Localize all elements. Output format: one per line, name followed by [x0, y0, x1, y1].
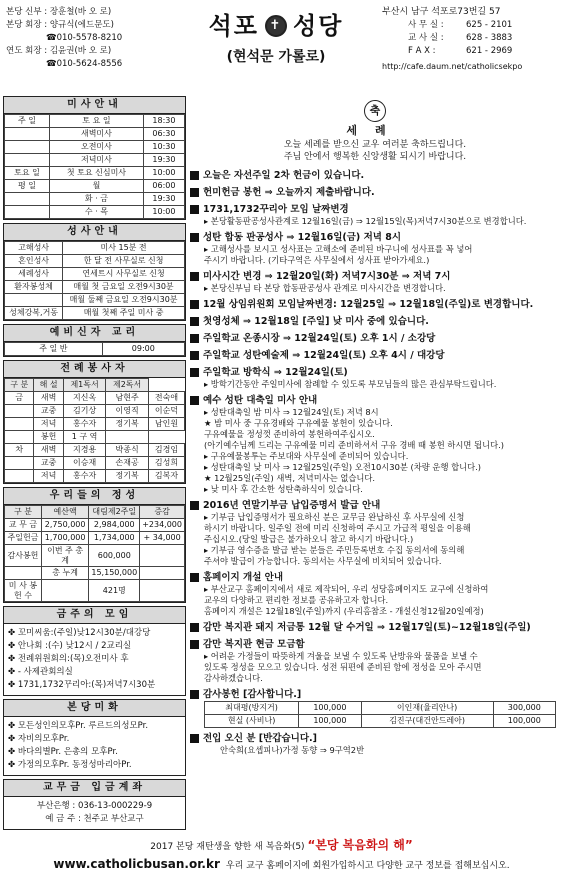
notice-text: 감만 복지관 돼지 저금통 12월 달 수거일 ⇒ 12월17일(토)~12월18일(주일): [203, 622, 531, 634]
account-number: 부산은행 : 036-13-000229-9: [36, 801, 153, 812]
notice-detail: ▸ 부산교구 홈페이지에서 새로 제작되어, 우리 성당홈페이지도 교구에 신청하여: [204, 584, 489, 595]
notice-heading: [190, 169, 560, 182]
square-bullet-icon: [190, 573, 199, 582]
cell: 10:00: [143, 206, 184, 219]
cell: 남인원: [148, 418, 184, 431]
notice-heading: [190, 638, 560, 651]
square-bullet-icon: [190, 734, 199, 743]
cell: [5, 470, 34, 483]
transfer-line: 안숙희(요셉피나)가정 동향 ⇒ 9구역2반: [220, 745, 365, 756]
cell: [5, 418, 34, 431]
mass-table: [4, 114, 185, 219]
staff-line: [6, 19, 178, 32]
cell: 김성희: [148, 457, 184, 470]
cell: 남현주: [106, 392, 149, 405]
contact-value: 625 - 2101: [466, 20, 513, 30]
offering-row: [5, 545, 185, 567]
footer-slogan: “본당 복음화의 해”: [307, 838, 413, 852]
cell: 성체강복,거동: [5, 307, 63, 320]
catechism-box: [3, 324, 186, 357]
cell: 홍수자: [63, 470, 106, 483]
title-part-1: 석포: [208, 12, 259, 40]
header-cell: 대림제2주일: [89, 506, 140, 519]
cell: 화 · 금: [49, 193, 143, 206]
server-row: [5, 392, 185, 405]
header-cell: 예산액: [41, 506, 88, 519]
notice-detail: 하시기 바랍니다. 일주일 전에 미리 신청하여 주시고 가급적 평일을 이용해: [204, 523, 471, 534]
mass-row: [5, 167, 185, 180]
transfer-heading: 전입 오신 분 [반갑습니다.]: [190, 732, 560, 745]
cell: 저녁미사: [49, 154, 143, 167]
meeting-item: ✤ - 사제관회의실: [8, 667, 73, 678]
notice-detail: ▸ 구유예물봉투는 주보대와 사무실에 준비되어 있습니다.: [204, 451, 409, 462]
cell: 토요 일: [5, 167, 50, 180]
cell: 19:30: [143, 154, 184, 167]
cell: 교 무 금: [5, 519, 42, 532]
cell: [5, 141, 50, 154]
sacrament-box: [3, 223, 186, 321]
table-header: [5, 506, 185, 519]
cell: 교중: [34, 457, 63, 470]
staff-line: [6, 45, 178, 58]
cell: 이승재: [63, 457, 106, 470]
meeting-item: ✤ 꼬미씨움:(주일)낮12시30분/대강당: [8, 628, 151, 639]
notice-heading: [190, 332, 560, 345]
mass-row: [5, 128, 185, 141]
offering-title: 우리들의 정성: [4, 488, 185, 505]
offering-row: [5, 567, 185, 580]
parish-address: 부산시 남구 석포로73번길 57: [382, 7, 501, 17]
cell: 세례성사: [5, 268, 63, 281]
footer-invite: 우리 교구 홈페이지에 회원가입하시고 다양한 교구 정보를 접해보십시오.: [225, 860, 510, 871]
meeting-item: ✤ 전례위원회의:(목)오전미사 후: [8, 654, 129, 665]
cell: 최대평(방지거): [205, 702, 299, 715]
notice-list: [190, 169, 560, 684]
meetings-box: [3, 606, 186, 696]
cell: 총 누계: [41, 567, 88, 580]
cell: [140, 580, 185, 602]
notice-heading: [190, 621, 560, 634]
cell: 김경임: [148, 444, 184, 457]
mass-box: [3, 96, 186, 220]
cell: 홍수자: [63, 418, 106, 431]
cell: 미사 15분 전: [63, 242, 185, 255]
thanks-row: [205, 702, 556, 715]
contact-label: F A X :: [408, 46, 436, 56]
notice-detail: (아기예수님께 드리는 구유예물 미리 준비하셔서 구유 경배 때 봉헌 하시면 됩니다.): [204, 440, 504, 451]
cell: 김진구(대건안드레아): [361, 715, 493, 728]
server-row: [5, 431, 185, 444]
sacrament-title: 성사안내: [4, 224, 185, 241]
notice-text: 홈페이지 개설 안내: [203, 572, 284, 584]
table-header: [5, 379, 185, 392]
square-bullet-icon: [190, 501, 199, 510]
notice-text: 헌미헌금 봉헌 ⇒ 오늘까지 제출바랍니다.: [203, 187, 375, 199]
cell: 저녁: [34, 470, 63, 483]
left-column: [3, 96, 186, 833]
cell: 매월 둘째 금요일 오전9시30분: [63, 294, 185, 307]
cell: 월: [49, 180, 143, 193]
cell: 교중: [34, 405, 63, 418]
servers-box: [3, 360, 186, 484]
notice-text: 12월 상임위원회 모임날짜변경: 12월25일 ⇒ 12월18일(주일)로 변경합니다.: [203, 299, 534, 311]
cell: 고해성사: [5, 242, 63, 255]
cell: 평 일: [5, 180, 50, 193]
cell: 저녁: [34, 418, 63, 431]
notice-text: 2016년 연말기부금 납입증명서 발급 안내: [203, 500, 381, 512]
header-cell: 구 분: [5, 379, 34, 392]
square-bullet-icon: [190, 640, 199, 649]
cell: [5, 128, 50, 141]
notice-detail: ★ 12월25일(주일) 새벽, 저녁미사는 없습니다.: [204, 473, 376, 484]
footer-motto: 2017 본당 재탄생을 향한 새 복음화(5): [150, 842, 308, 852]
right-column: [190, 96, 560, 756]
offering-row: [5, 580, 185, 602]
square-bullet-icon: [190, 368, 199, 377]
cell: 새벽: [34, 444, 63, 457]
greeting-title: 세례: [346, 124, 404, 137]
square-bullet-icon: [190, 233, 199, 242]
notice-text: 주일학교 온종시장 ⇒ 12월24일(토) 오후 1시 / 소강당: [203, 333, 436, 345]
cell: 100,000: [299, 702, 361, 715]
square-bullet-icon: [190, 205, 199, 214]
cell: 600,000: [89, 545, 140, 567]
cell: [5, 431, 34, 444]
notice-heading: [190, 499, 560, 512]
server-row: [5, 444, 185, 457]
server-row: [5, 405, 185, 418]
header-cell: 증감: [140, 506, 185, 519]
sacrament-row: [5, 255, 185, 268]
notice-detail: 감사하겠습니다.: [204, 673, 263, 684]
staff-line: [6, 58, 178, 71]
notice-heading: [190, 298, 560, 311]
staff-name: 양규식(에드문도): [49, 20, 114, 30]
notice-detail: ▸ 본당활동판공성사관계로 12월16일(금) ⇒ 12월15일(목)저녁7시30분으로 변경합니다.: [204, 216, 527, 227]
square-bullet-icon: [190, 171, 199, 180]
square-bullet-icon: [190, 623, 199, 632]
mihwa-item: ✤ 바다의별Pr. 은총의 모후Pr.: [8, 747, 118, 758]
notice-detail: ▸ 성탄대축일 낮 미사 ⇒ 12월25일(주일) 오전10시30분 (차량 운행 합니다.): [204, 462, 482, 473]
notice-heading: [190, 203, 560, 216]
cell: 김기상: [63, 405, 106, 418]
notice-detail: 주셔야 발급이 가능합니다. 동의서는 사무실에 비치되어 있습니다.: [204, 556, 442, 567]
staff-name: ☎010-5578-8210: [46, 33, 123, 43]
contact-line: [382, 45, 558, 58]
cell: 09:00: [102, 343, 184, 356]
cell: 오전미사: [49, 141, 143, 154]
contact-label: 교 사 실 :: [408, 33, 444, 43]
notice-text: 첫영성체 ⇒ 12월18일 [주일] 낮 미사 중에 있습니다.: [203, 316, 429, 328]
contact-value: 628 - 3883: [466, 33, 513, 43]
notice-detail: ▸ 기부금 영수증을 발급 받는 분들은 주민등록번호 수집 동의서에 동의해: [204, 545, 465, 556]
mass-title: 미사안내: [4, 97, 185, 114]
server-row: [5, 457, 185, 470]
notice-detail: 주시기 바랍니다. (기타구역은 사무실에서 성사표 받아가세요.): [204, 255, 430, 266]
parish-logo-icon: ✝: [265, 15, 287, 37]
sacrament-row: [5, 242, 185, 255]
notice-heading: [190, 366, 560, 379]
cell: 주 일: [5, 115, 50, 128]
cell: 2,750,000: [41, 519, 88, 532]
mihwa-item: ✤ 자비의모후Pr.: [8, 734, 70, 745]
mihwa-title: 본당미화: [4, 700, 185, 717]
cell: 주일헌금: [5, 532, 42, 545]
square-bullet-icon: [190, 334, 199, 343]
cell: 이번 주 총계: [41, 545, 88, 567]
cell: 1,700,000: [41, 532, 88, 545]
square-bullet-icon: [190, 351, 199, 360]
meeting-item: ✤ 안나회 :(수) 낮12시 / 2교리실: [8, 641, 132, 652]
cell: 수 · 목: [49, 206, 143, 219]
cell: 한 달 전 사무실로 신청: [63, 255, 185, 268]
cell: 김복자: [148, 470, 184, 483]
cell: 1,734,000: [89, 532, 140, 545]
cell: [5, 154, 50, 167]
parish-title: [186, 12, 366, 41]
notice-text: 1731,1732꾸리아 모임 날짜변경: [203, 204, 349, 216]
cell: 매월 첫째 주일 미사 중: [63, 307, 185, 320]
notice-text: 주일학교 방학식 ⇒ 12월24일(토): [203, 367, 348, 379]
notice-heading: [190, 270, 560, 283]
server-row: [5, 418, 185, 431]
cell: [5, 405, 34, 418]
staff-line: [6, 32, 178, 45]
staff-name: 장훈철(바 오 로): [49, 7, 112, 17]
catechism-table: [4, 342, 185, 356]
notice-heading: [190, 315, 560, 328]
contact-line: [382, 19, 558, 32]
cell: [5, 206, 50, 219]
notice-detail: 있도록 정성을 모으고 있습니다. 성전 뒤편에 준비된 함에 정성을 모아 주시면: [204, 662, 482, 673]
account-title: 교무금 입금계좌: [4, 780, 185, 797]
header-contacts: [382, 6, 558, 73]
cell: 혼인성사: [5, 255, 63, 268]
mihwa-box: [3, 699, 186, 776]
cell: 지신옥: [63, 392, 106, 405]
cell: [5, 457, 34, 470]
thanks-heading: 감사봉헌 [감사합니다.]: [190, 688, 560, 701]
cell: 환자봉성체: [5, 281, 63, 294]
notice-heading: [190, 186, 560, 199]
greeting-line-2: 주님 안에서 행복한 신앙생활 되시기 바랍니다.: [283, 152, 467, 163]
cell: 421명: [89, 580, 140, 602]
cell: [5, 567, 42, 580]
cell: [106, 431, 149, 444]
notice-detail: ▸ 낮 미사 후 간소한 성탄축하식이 있습니다.: [204, 484, 363, 495]
mihwa-item: ✤ 모든성인의모후Pr. 루르드의성모Pr.: [8, 721, 149, 732]
celebration-badge-icon: 축: [364, 100, 386, 122]
notice-heading: [190, 571, 560, 584]
contact-line: [382, 32, 558, 45]
notice-detail: 홈페이지 개설은 12월18일(주일)까지 (우리홈참조 - 개설신청12월20일예정): [204, 606, 484, 617]
notice-detail: ▸ 방학기간동안 주일미사에 참례할 수 있도록 부모님들의 많은 관심부탁드립니다.: [204, 379, 497, 390]
catechism-row: [5, 343, 185, 356]
square-bullet-icon: [190, 317, 199, 326]
cell: 매월 첫 금요일 오전9시30분: [63, 281, 185, 294]
account-holder: 예 금 주 : 천주교 부산교구: [45, 814, 144, 825]
cell: 감사봉헌: [5, 545, 42, 567]
cell: [5, 294, 63, 307]
notice-heading: [190, 349, 560, 362]
sacrament-row: [5, 294, 185, 307]
cell: +234,000: [140, 519, 185, 532]
staff-role: 본당 신부 :: [6, 7, 50, 17]
mass-row: [5, 193, 185, 206]
mass-row: [5, 154, 185, 167]
notice-detail: ▸ 성탄대축일 밤 미사 ⇒ 12월24일(토) 저녁 8시: [204, 407, 379, 418]
cell: 정기복: [106, 418, 149, 431]
cell: 첫 토요 신심미사: [49, 167, 143, 180]
meetings-title: 금주의 모임: [4, 607, 185, 624]
offering-table: [4, 505, 185, 602]
catechism-title: 예비신자 교리: [4, 325, 185, 342]
parish-subtitle: (현석문 가롤로): [226, 48, 326, 65]
square-bullet-icon: [190, 690, 199, 699]
thanks-row: [205, 715, 556, 728]
offering-row: [5, 519, 185, 532]
notice-text: 주일학교 성탄예술제 ⇒ 12월24일(토) 오후 4시 / 대강당: [203, 350, 445, 362]
servers-table: [4, 378, 185, 483]
account-box: [3, 779, 186, 830]
cell: 금: [5, 392, 34, 405]
cell: 100,000: [493, 715, 555, 728]
cell: 봉헌: [34, 431, 63, 444]
cafe-link[interactable]: http://cafe.daum.net/catholicsekpo: [382, 62, 523, 71]
contact-value: 621 - 2969: [466, 46, 513, 56]
cell: 2,984,000: [89, 519, 140, 532]
cell: 정기복: [106, 470, 149, 483]
sacrament-row: [5, 268, 185, 281]
notice-text: 성탄 합동 판공성사 ⇒ 12월16일(금) 저녁 8시: [203, 232, 402, 244]
notice-detail: ▸ 고해성사를 보시고 성사표는 고해소에 준비된 바구니에 성사표를 꼭 넣어: [204, 244, 473, 255]
notice-detail: 주십시오.(당일 발급은 불가하오니 참고 하시기 바랍니다.): [204, 534, 414, 545]
cell: 연세트시 사무실로 신청: [63, 268, 185, 281]
staff-role: 본당 회장 :: [6, 20, 50, 30]
meeting-item: ✤ 1731,1732꾸리아:(목)저녁7시30분: [8, 680, 156, 691]
cell: 300,000: [493, 702, 555, 715]
cell: 토 요 일: [49, 115, 143, 128]
cell: 1 구 역: [63, 431, 106, 444]
cell: 18:30: [143, 115, 184, 128]
cell: 10:00: [143, 167, 184, 180]
staff-name: ☎010-5624-8556: [46, 59, 123, 69]
servers-title: 전례봉사자: [4, 361, 185, 378]
diocese-url[interactable]: www.catholicbusan.or.kr: [53, 856, 220, 871]
notice-detail: 교우의 다양하고 편리한 정보를 공유하고자 합니다.: [204, 595, 389, 606]
cell: 새벽: [34, 392, 63, 405]
cell: 06:00: [143, 180, 184, 193]
cell: [5, 193, 50, 206]
header-cell: 제2독서: [106, 379, 149, 392]
notice-heading: [190, 231, 560, 244]
notice-text: 예수 성탄 대축일 미사 안내: [203, 395, 318, 407]
square-bullet-icon: [190, 188, 199, 197]
mass-row: [5, 206, 185, 219]
cell: 19:30: [143, 193, 184, 206]
cell: 이순덕: [148, 405, 184, 418]
mass-row: [5, 180, 185, 193]
cell: 15,150,000: [89, 567, 140, 580]
offering-row: [5, 532, 185, 545]
cell: + 34,000: [140, 532, 185, 545]
sacrament-row: [5, 281, 185, 294]
header-cell: 제1독서: [63, 379, 106, 392]
cell: 새벽미사: [49, 128, 143, 141]
offering-box: [3, 487, 186, 603]
notice-detail: ★ 밤 미사 중 구유경배와 구유예물 봉헌이 있습니다.: [204, 418, 393, 429]
baptism-greeting: [190, 96, 560, 165]
server-row: [5, 470, 185, 483]
cell: [140, 567, 185, 580]
cell: 주 일 반: [5, 343, 103, 356]
cell: [140, 545, 185, 567]
notice-detail: ▸ 기부금 납입증명서가 필요하신 분은 교무금 완납하신 후 사무실에 신청: [204, 512, 465, 523]
header-cell: 해 설: [34, 379, 63, 392]
mass-row: [5, 141, 185, 154]
cell: 이영직: [106, 405, 149, 418]
square-bullet-icon: [190, 300, 199, 309]
staff-name: 김윤권(바 오 로): [49, 46, 112, 56]
mass-row: [5, 115, 185, 128]
thanks-table: [204, 701, 556, 728]
sacrament-row: [5, 307, 185, 320]
cell: 손재공: [106, 457, 149, 470]
sacrament-table: [4, 241, 185, 320]
notice-text: 감만 복지관 현금 모금함: [203, 639, 305, 651]
notice-detail: ▸ 본당신부님 타 본당 합동판공성사 관계로 미사시간을 변경합니다.: [204, 283, 446, 294]
contact-label: 사 무 실 :: [408, 20, 444, 30]
square-bullet-icon: [190, 272, 199, 281]
cell: 미 사 봉 헌 수: [5, 580, 42, 602]
cell: 이인재(율리안나): [361, 702, 493, 715]
mihwa-item: ✤ 가정의모후Pr. 동정성마리아Pr.: [8, 760, 132, 771]
cell: [41, 580, 88, 602]
cell: 100,000: [299, 715, 361, 728]
cell: 지경용: [63, 444, 106, 457]
cell: 10:30: [143, 141, 184, 154]
greeting-line-1: 오늘 세례를 받으신 교우 여러분 축하드립니다.: [283, 140, 467, 151]
title-part-2: 성당: [293, 12, 344, 40]
cell: 06:30: [143, 128, 184, 141]
header-staff: [6, 6, 178, 71]
footer: [0, 838, 563, 872]
header-cell: 구 분: [5, 506, 42, 519]
notice-heading: [190, 394, 560, 407]
notice-text: 오늘은 자선주일 2차 헌금이 있습니다.: [203, 170, 365, 182]
square-bullet-icon: [190, 396, 199, 405]
notice-detail: 구유예물을 정성껏 준비하여 봉헌하여주십시오.: [204, 429, 375, 440]
staff-role: 연도 회장 :: [6, 46, 50, 56]
notice-text: 미사시간 변경 ⇒ 12월20일(화) 저녁7시30분 ⇒ 저녁 7시: [203, 271, 451, 283]
cell: 박종식: [106, 444, 149, 457]
staff-line: [6, 6, 178, 19]
cell: 전숙애: [148, 392, 184, 405]
cell: 현실 (사비나): [205, 715, 299, 728]
notice-detail: ▸ 어려운 가정들이 따뜻하게 겨울을 보낼 수 있도록 난방유와 물품을 보낼 수: [204, 651, 478, 662]
cell: 차: [5, 444, 34, 457]
parish-title-block: [186, 12, 366, 66]
